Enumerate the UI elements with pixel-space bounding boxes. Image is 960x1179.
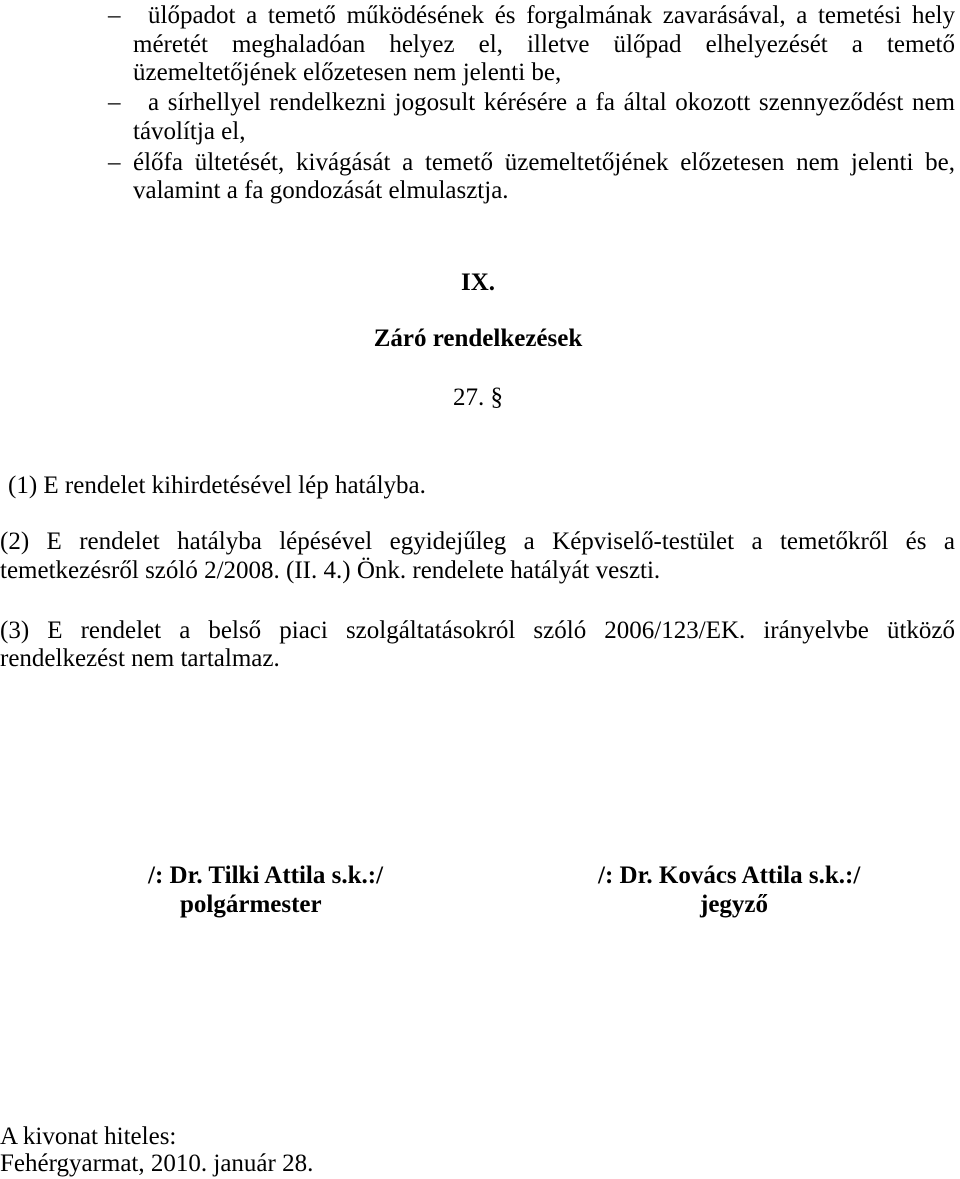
list-dash-marker: – xyxy=(108,149,121,176)
list-dash-marker: – xyxy=(108,2,121,29)
signature-name: /: Dr. Tilki Attila s.k.:/ xyxy=(148,862,384,889)
signature-name: /: Dr. Kovács Attila s.k.:/ xyxy=(598,862,861,889)
list-dash-marker: – xyxy=(108,89,121,116)
attestation-label: A kivonat hiteles: xyxy=(0,1123,177,1150)
paragraph-line: (1) E rendelet kihirdetésével lép hatályba. xyxy=(8,472,426,499)
bullet-line: távolítja el, xyxy=(133,118,246,145)
bullet-line: élőfa ültetését, kivágását a temető üzemeltetőjének előzetesen nem jelenti be, xyxy=(133,149,955,176)
paragraph-line: rendelkezést nem tartalmaz. xyxy=(0,645,280,672)
bullet-line: méretét meghaladóan helyez el, illetve ülőpad elhelyezését a temető xyxy=(133,31,955,58)
attestation-place-date: Fehérgyarmat, 2010. január 28. xyxy=(0,1150,314,1177)
paragraph-line: temetkezésről szóló 2/2008. (II. 4.) Önk. rendelete hatályát veszti. xyxy=(0,557,661,584)
paragraph-line: (3) E rendelet a belső piaci szolgáltatásokról szóló 2006/123/EK. irányelvbe ütköző xyxy=(0,617,955,644)
paragraph-line: (2) E rendelet hatályba lépésével egyidejűleg a Képviselő-testület a temetőkről és a xyxy=(0,528,955,555)
bullet-line: üzemeltetőjének előzetesen nem jelenti be, xyxy=(133,59,562,86)
signature-title: polgármester xyxy=(180,891,322,918)
bullet-line: ülőpadot a temető működésének és forgalmának zavarásával, a temetési hely xyxy=(148,2,955,29)
bullet-line: a sírhellyel rendelkezni jogosult kérésére a fa által okozott szennyeződést nem xyxy=(148,89,955,116)
bullet-line: valamint a fa gondozását elmulasztja. xyxy=(133,177,509,204)
section-title: Záró rendelkezések xyxy=(373,325,583,352)
section-number: IX. xyxy=(460,269,496,296)
signature-title: jegyző xyxy=(700,891,769,918)
paragraph-number: 27. § xyxy=(453,384,503,411)
